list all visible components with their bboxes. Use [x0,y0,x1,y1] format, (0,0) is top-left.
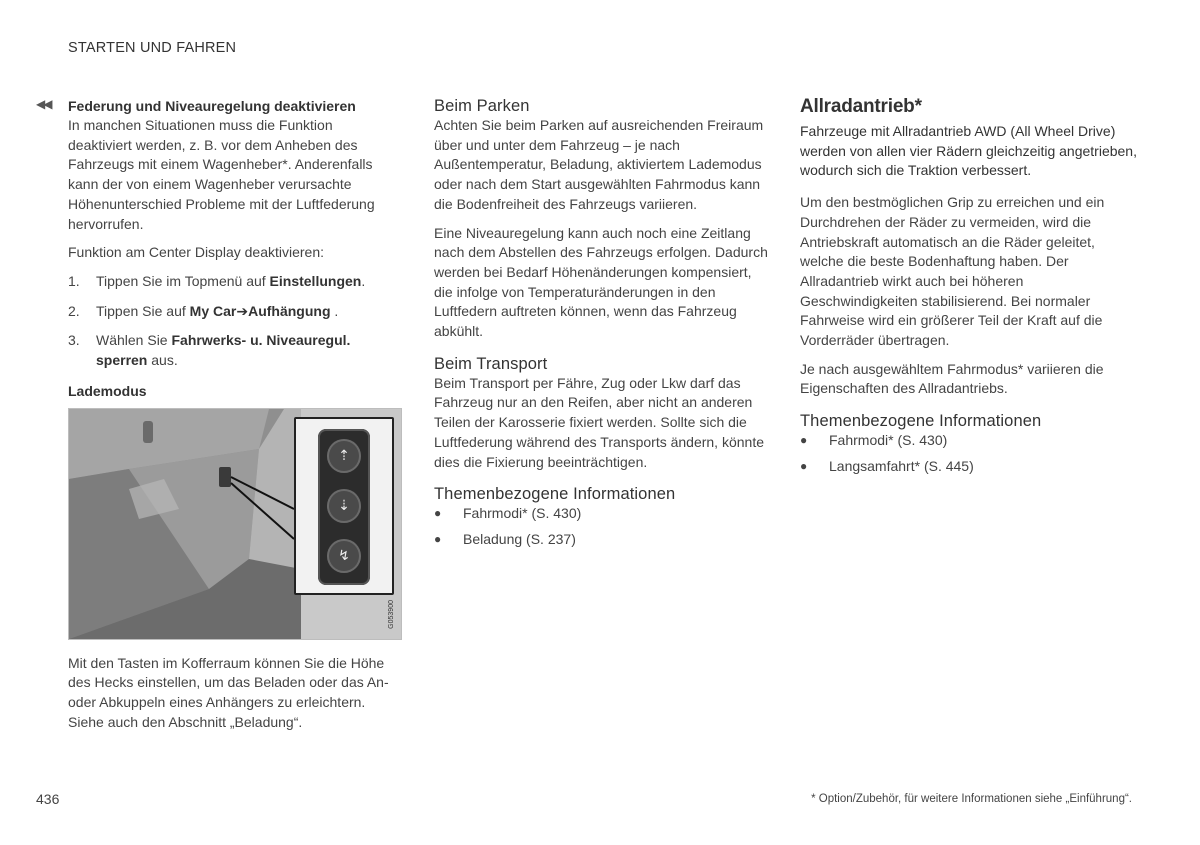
related-link[interactable]: Langsamfahrt* (S. 445) [829,457,974,474]
step-item [68,272,398,292]
section-title-allradantrieb: Allradantrieb* [800,96,922,117]
parken-paragraph-1: Achten Sie beim Parken auf ausreichenden Freiraum über und unter dem Fahrzeug – je nach Außentemperatur, Beladung, aktiviertem Lademodus oder nach dem Start ausgewählten Fahrmodus kann die Bodenfreiheit des Fahrzeugs variieren. [434,117,764,212]
raise-car-icon: ⇡ [327,439,361,473]
awd-paragraph-2: Je nach ausgewähltem Fahrmodus* variieren die Eigenschaften des Allradantriebs. [800,360,1104,397]
step-text: Tippen Sie im Topmenü auf Einstellungen. [96,272,366,289]
figure-code: G053900 [388,599,395,629]
page-number: 436 [36,791,60,807]
menu-link-aufhaengung: Aufhängung [248,302,331,319]
lower-car-icon: ⇣ [327,489,361,523]
tailgate-icon: ↯ [327,539,361,573]
control-panel [318,429,370,585]
heading-beim-transport: Beim Transport [434,354,548,373]
figure-caption: Mit den Tasten im Kofferraum können Sie die Höhe des Hecks einstellen, um das Beladen oder das An- oder Abkuppeln eines Anhängers zu erleichtern. Siehe auch den Abschnitt „Beladung“. [68,654,389,730]
related-link-item[interactable] [800,457,1140,477]
footnote: * Option/Zubehör, für weitere Informationen siehe „Einführung“. [811,793,1132,805]
step-number: 3. [68,332,80,349]
related-links-list [800,431,1140,476]
step-text: Wählen Sie Fahrwerks- u. Niveauregul. sperren aus. [96,332,351,369]
section-heading: Federung und Niveauregelung deaktivieren [68,98,356,114]
parken-paragraph-2: Eine Niveauregelung kann auch noch eine Zeitlang nach dem Abstellen des Fahrzeugs erfolgen. Dadurch werden bei Bedarf Höhenänderungen kompensiert, die infolge von Temperaturänderungen in den Luftfedern auftreten können, wenn das Fahrzeug abkühlt. [434,224,768,340]
transport-paragraph: Beim Transport per Fähre, Zug oder Lkw darf das Fahrzeug nur an den Reifen, aber nicht an anderen Teilen der Karosserie fixiert werden. Sollte sich die Luftfederung während des Transports ändern, könnte dies die Fixierung beeinträchtigen. [434,374,764,470]
trunk-illustration [68,408,402,640]
column-right [800,96,1140,483]
back-arrow-icon[interactable]: ◀◀ [36,97,51,111]
section-header: STARTEN UND FAHREN [68,40,237,56]
step-number: 2. [68,302,80,319]
instruction-text: Funktion am Center Display deaktivieren: [68,244,325,261]
related-link[interactable]: Fahrmodi* (S. 430) [829,432,948,449]
related-link-item[interactable] [434,504,770,524]
step-text: Tippen Sie auf My Car➔Aufhängung . [96,302,339,319]
intro-paragraph: In manchen Situationen muss die Funktion deaktiviert werden, z. B. vor dem Anheben des Fahrzeugs mit einem Wagenheber*. Anderenfalls kann der von einem Wagenheber verursachte Höhenunterschied Probleme mit der Luftfederung hervorrufen. [68,117,375,232]
awd-paragraph-1: Um den bestmöglichen Grip zu erreichen und ein Durchdrehen der Räder zu vermeiden, wird die Antriebskraft automatisch an die Räder geleitet, welche die beste Bodenhaftung haben. Der Allradantrieb wirkt auch bei höheren Geschwindigkeiten stabilisierend. Bei normaler Fahrweise wird ein größerer Teil der Kraft auf die Vorderräder übertragen. [800,194,1105,349]
heading-beim-parken: Beim Parken [434,97,530,115]
steps-list [68,272,398,371]
related-link-item[interactable] [434,530,770,550]
bullet-icon: ● [434,506,442,521]
menu-link-einstellungen: Einstellungen [269,272,362,289]
related-link-item[interactable] [800,431,1140,451]
column-middle [434,96,770,556]
menu-link-my-car: My Car [189,302,237,319]
lead-paragraph: Fahrzeuge mit Allradantrieb AWD (All Wheel Drive) werden von allen vier Rädern gleichzeitig angetrieben, wodurch sich die Traktion verbessert. [800,123,1137,179]
step-item [68,302,398,322]
heading-related-info: Themenbezogene Informationen [434,485,676,504]
subheading-lademodus: Lademodus [68,382,147,399]
column-left [68,96,398,733]
menu-link-sperren: Fahrwerks- u. Niveauregul. sperren [96,332,351,369]
step-item [68,331,398,370]
arrow-right-icon: ➔ [236,302,249,319]
bullet-icon: ● [800,433,808,448]
heading-related-info: Themenbezogene Informationen [800,412,1042,431]
related-links-list [434,504,770,549]
related-link[interactable]: Beladung (S. 237) [463,530,576,547]
button-panel-detail [294,417,394,595]
bullet-icon: ● [800,458,808,473]
step-number: 1. [68,272,80,289]
bullet-icon: ● [434,531,442,546]
related-link[interactable]: Fahrmodi* (S. 430) [463,505,582,522]
